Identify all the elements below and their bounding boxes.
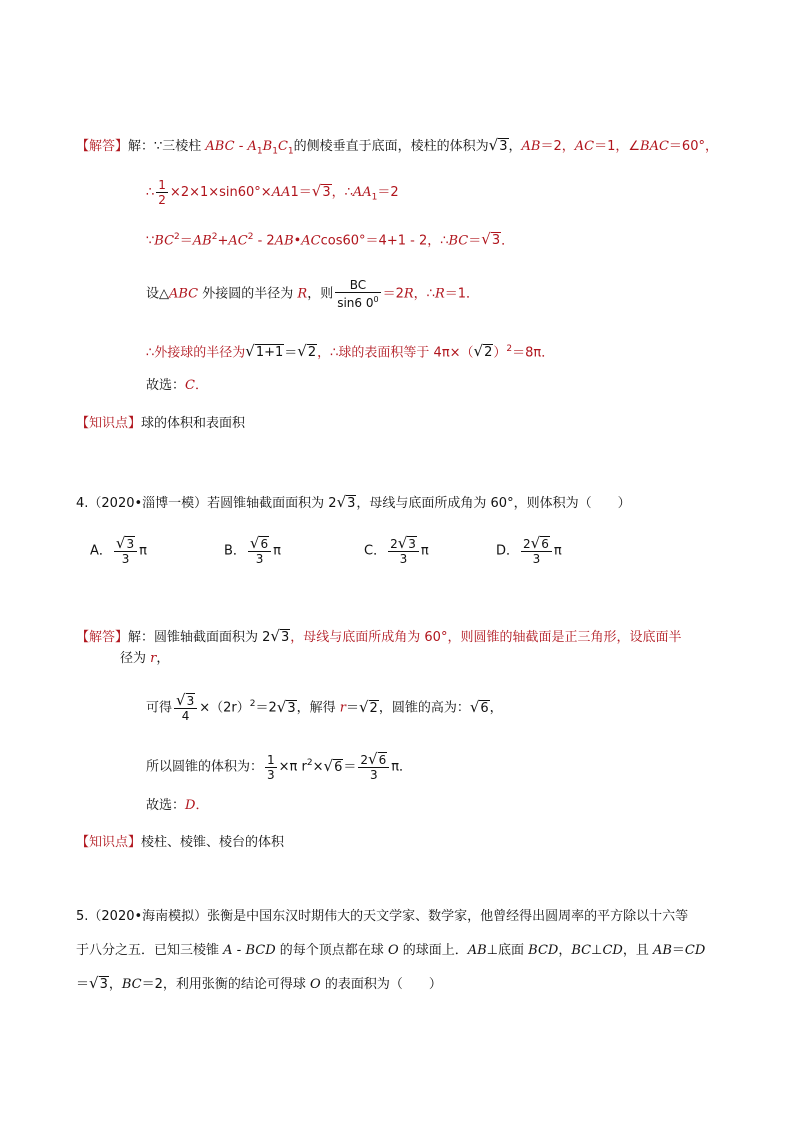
option-d[interactable]: D． $\frac{2√6}{3}$ π <box>496 534 562 566</box>
sqrt-expr: √3 <box>276 697 296 716</box>
fraction: $\frac{2√6}{3}$ <box>358 752 389 782</box>
fraction: $\frac{1}{3}$ <box>267 752 275 782</box>
knowledge-tag: 【知识点】 <box>76 835 142 850</box>
option-b[interactable]: B． $\frac{√6}{3}$ π <box>224 534 281 566</box>
sqrt-expr: √2 <box>297 342 317 361</box>
solution-3-choice: 故选：C． <box>146 378 208 393</box>
solution-4-line-2: 径为 r， <box>120 651 170 666</box>
sqrt-expr: √1+1 <box>245 342 284 361</box>
solution-3-line-4: 设△ABC 外接圆的半径为 R，则 $\frac{BC}{\sin 6 0^0}$ ＝2R，∴R＝1． <box>146 278 480 310</box>
question-5-line-1: 5.（2020•海南模拟）张衡是中国东汉时期伟大的天文学家、数学家，他曾经得出圆周率的平方除以十六等 <box>76 909 689 924</box>
question-5-line-3: ＝√3，BC＝2，利用张衡的结论可得球 O 的表面积为（ ） <box>76 974 442 992</box>
sqrt-expr: √3 <box>488 136 508 154</box>
sqrt-expr: √2 <box>473 342 493 361</box>
fraction: $\frac{1}{2}$ <box>158 178 166 207</box>
solution-4-line-4: 所以圆锥的体积为： $\frac{1}{3}$ ×π $r^2\times√6=$ $\frac{2√6}{3}$ π． <box>146 750 413 782</box>
solution-4-choice: 故选：D． <box>146 798 209 813</box>
solution-4-line-1: 【解答】解：圆锥轴截面面积为 2√3，母线与底面所成角为 60°，则圆锥的轴截面是正三角形，设底面半 <box>76 627 682 645</box>
sqrt-expr: √3 <box>481 230 501 249</box>
sqrt-expr: √2 <box>358 697 378 716</box>
question-4-stem: 4.（2020•淄博一模）若圆锥轴截面面积为 2√3，母线与底面所成角为 60°，则体积为（ ） <box>76 493 631 511</box>
fraction: $\frac{BC}{\sin 6 0^0}$ <box>337 278 379 310</box>
solution-3-line-3: $\because BC^2=AB^2+AC^2$ - 2AB•ACcos60°＝4+1 - 2，∴BC＝√3． <box>146 230 515 249</box>
sqrt-expr: √6 <box>469 697 489 716</box>
sqrt-expr: √3 <box>336 493 356 511</box>
sqrt-expr: √6 <box>323 756 343 775</box>
answer-tag: 【解答】 <box>76 630 129 645</box>
fraction: $\frac{√3}{4}$ <box>174 693 197 723</box>
question-5-line-2: 于八分之五．已知三棱锥 A - BCD 的每个顶点都在球 O 的球面上．AB⊥底面 BCD，BC⊥CD，且 AB＝CD <box>76 943 706 958</box>
sqrt-expr: √3 <box>270 627 290 645</box>
solution-3-line-5: ∴外接球的半径为√1+1＝√2，∴球的表面积等于 $4\pi\times(√2)^2=8\pi$． <box>146 342 555 361</box>
sqrt-expr: √3 <box>89 974 108 992</box>
option-c[interactable]: C． $\frac{2√3}{3}$ π <box>364 534 429 566</box>
solution-3-line-1: 【解答】解：∵三棱柱 ABC - $A_1B_1C_1$的侧棱垂直于底面，棱柱的体积为√3，AB＝2，AC＝1，∠BAC＝60°， <box>76 136 718 157</box>
answer-tag: 【解答】 <box>76 139 129 154</box>
option-a[interactable]: A． $\frac{√3}{3}$ π <box>90 534 147 566</box>
question-4-options <box>0 536 794 576</box>
knowledge-tag: 【知识点】 <box>76 416 142 431</box>
sqrt-expr: √3 <box>311 182 331 200</box>
knowledge-point-3: 【知识点】球的体积和表面积 <box>76 416 246 431</box>
solution-4-line-3: 可得 $\frac{√3}{4}$ $\times(2r)^2=2√3$，解得 r＝√2，圆锥的高为：√6， <box>146 691 503 723</box>
solution-3-line-2: ∴ $\frac{1}{2}$ ×2×1×sin60°×AA1＝√3，$\therefore AA_1=2$ <box>146 178 399 207</box>
knowledge-point-4: 【知识点】棱柱、棱锥、棱台的体积 <box>76 835 285 850</box>
